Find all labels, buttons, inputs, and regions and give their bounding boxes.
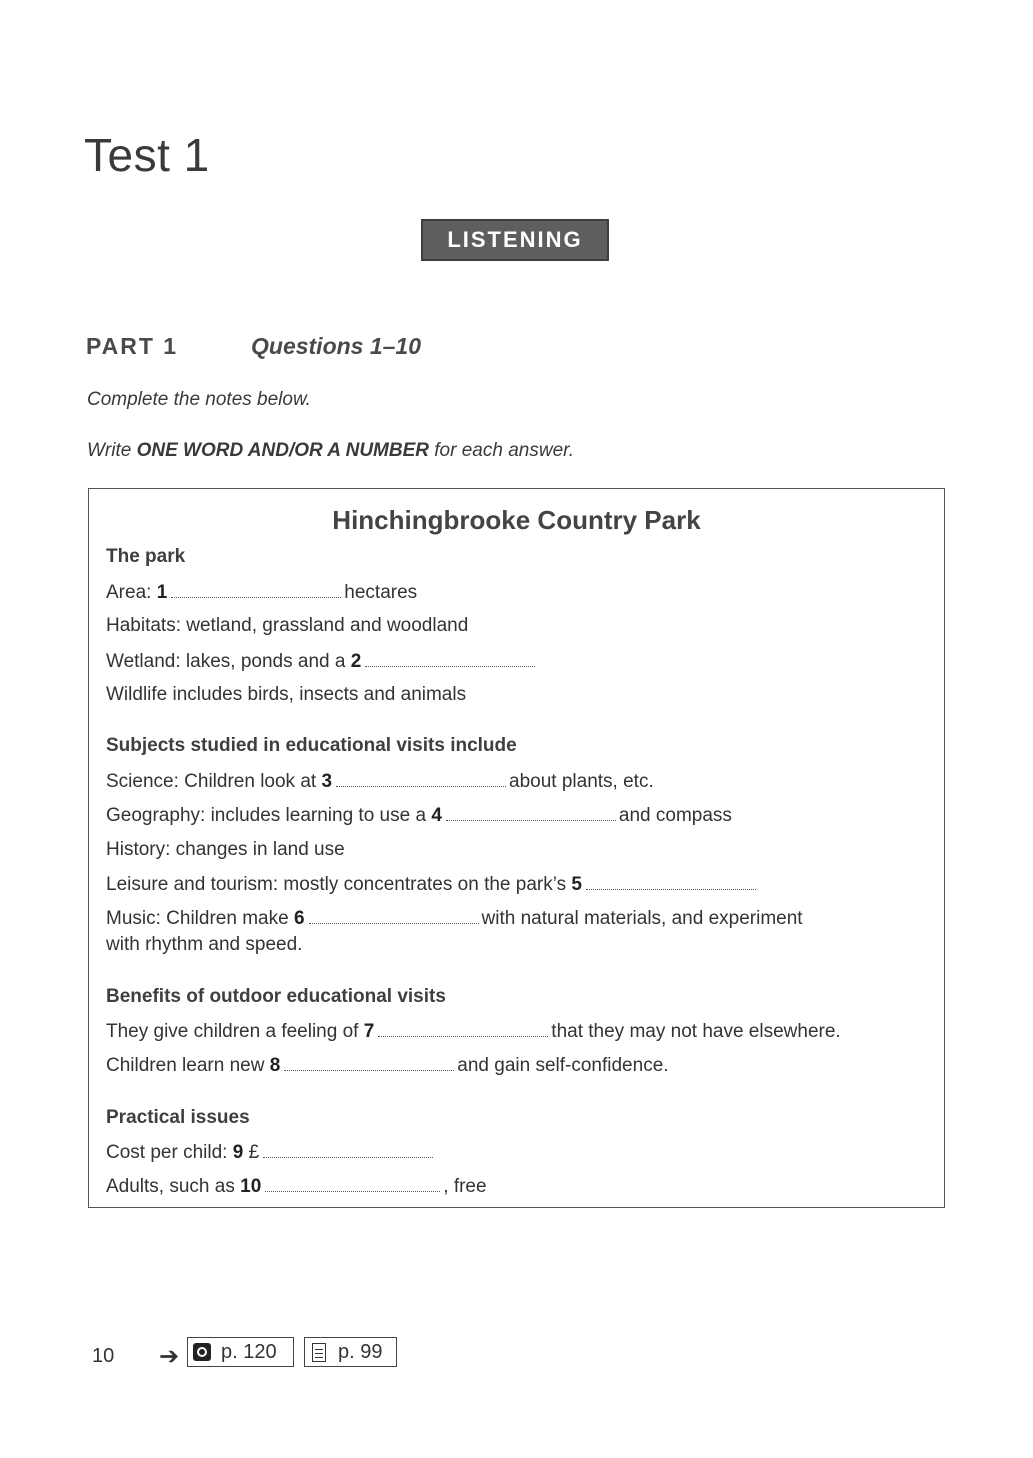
note-feeling: [106, 1020, 841, 1043]
note-text: , free: [443, 1176, 487, 1197]
section-banner: LISTENING: [421, 219, 609, 261]
note-text: Science: Children look at: [106, 771, 322, 792]
test-title: Test 1: [84, 129, 210, 181]
arrow-right-icon: ➔: [159, 1343, 180, 1370]
note-text: Children learn new: [106, 1055, 270, 1076]
instruction-complete-notes: Complete the notes below.: [87, 389, 311, 410]
note-wildlife: Wildlife includes birds, insects and animals: [106, 684, 467, 705]
page-number: 10: [92, 1345, 115, 1367]
instruction-bold: ONE WORD AND/OR A NUMBER: [136, 440, 429, 461]
note-text: and gain self-confidence.: [457, 1055, 669, 1076]
question-number-6: 6: [293, 908, 305, 929]
question-number-3: 3: [321, 771, 333, 792]
note-text: They give children a feeling of: [106, 1021, 364, 1042]
instruction-pre: Write: [87, 440, 137, 461]
currency-symbol: £: [248, 1142, 260, 1163]
note-music: [106, 907, 803, 930]
note-text: and compass: [618, 805, 732, 826]
answer-blank-7[interactable]: [378, 1020, 548, 1037]
audio-page-label: p. 120: [221, 1340, 277, 1363]
note-text: with natural materials, and experiment: [481, 908, 803, 929]
answer-blank-2[interactable]: [365, 650, 535, 667]
note-text: Wetland: lakes, ponds and a: [106, 651, 351, 672]
instruction-word-limit: [87, 440, 574, 462]
note-wetland: [106, 650, 538, 673]
transcript-page-reference[interactable]: [304, 1337, 397, 1367]
question-number-7: 7: [363, 1021, 375, 1042]
note-text: Cost per child:: [106, 1142, 233, 1163]
part-heading: [86, 333, 421, 360]
question-number-5: 5: [571, 874, 582, 895]
question-number-9: 9: [232, 1142, 244, 1163]
question-number-2: 2: [350, 651, 362, 672]
note-text: Geography: includes learning to use a: [106, 805, 432, 826]
note-learn: [106, 1054, 669, 1077]
section-heading-park: The park: [106, 546, 186, 567]
answer-blank-4[interactable]: [446, 804, 616, 821]
section-heading-benefits: Benefits of outdoor educational visits: [106, 986, 446, 1007]
answer-blank-10[interactable]: [265, 1175, 440, 1192]
question-number-8: 8: [269, 1055, 281, 1076]
section-heading-practical: Practical issues: [106, 1107, 250, 1128]
answer-blank-8[interactable]: [284, 1054, 454, 1071]
note-cost: [106, 1141, 436, 1164]
answer-blank-3[interactable]: [336, 770, 506, 787]
note-science: [106, 770, 654, 793]
note-adults: [106, 1175, 487, 1198]
note-text: Adults, such as: [106, 1176, 241, 1197]
question-number-1: 1: [156, 582, 168, 603]
note-text: hectares: [344, 582, 418, 603]
note-geography: [106, 804, 732, 827]
note-leisure: [106, 873, 759, 896]
note-area: [106, 581, 417, 604]
answer-blank-6[interactable]: [309, 907, 479, 924]
audio-page-reference[interactable]: [187, 1337, 294, 1367]
instruction-post: for each answer.: [429, 440, 575, 461]
note-habitats: Habitats: wetland, grassland and woodland: [106, 615, 469, 636]
note-text: Area:: [106, 582, 157, 603]
notes-box: [88, 488, 945, 1208]
note-text: Leisure and tourism: mostly concentrates on the park’s: [106, 874, 572, 895]
question-number-4: 4: [431, 805, 442, 826]
section-heading-subjects: Subjects studied in educational visits include: [106, 735, 517, 756]
note-text: that they may not have elsewhere.: [551, 1021, 841, 1042]
questions-range: Questions 1–10: [251, 333, 422, 359]
answer-blank-9[interactable]: [263, 1141, 433, 1158]
transcript-page-label: p. 99: [338, 1340, 383, 1363]
answer-blank-5[interactable]: [586, 873, 756, 890]
audio-cd-icon: [193, 1343, 211, 1361]
part-label: PART 1: [86, 333, 179, 359]
notes-title: Hinchingbrooke Country Park: [332, 505, 701, 535]
note-text: about plants, etc.: [509, 771, 654, 792]
question-number-10: 10: [240, 1176, 262, 1197]
transcript-icon: [312, 1343, 326, 1362]
page-footer: [0, 1337, 1033, 1377]
note-text: Music: Children make: [106, 908, 294, 929]
note-music-continued: with rhythm and speed.: [106, 934, 303, 955]
note-history: History: changes in land use: [106, 839, 345, 860]
answer-blank-1[interactable]: [171, 581, 341, 598]
